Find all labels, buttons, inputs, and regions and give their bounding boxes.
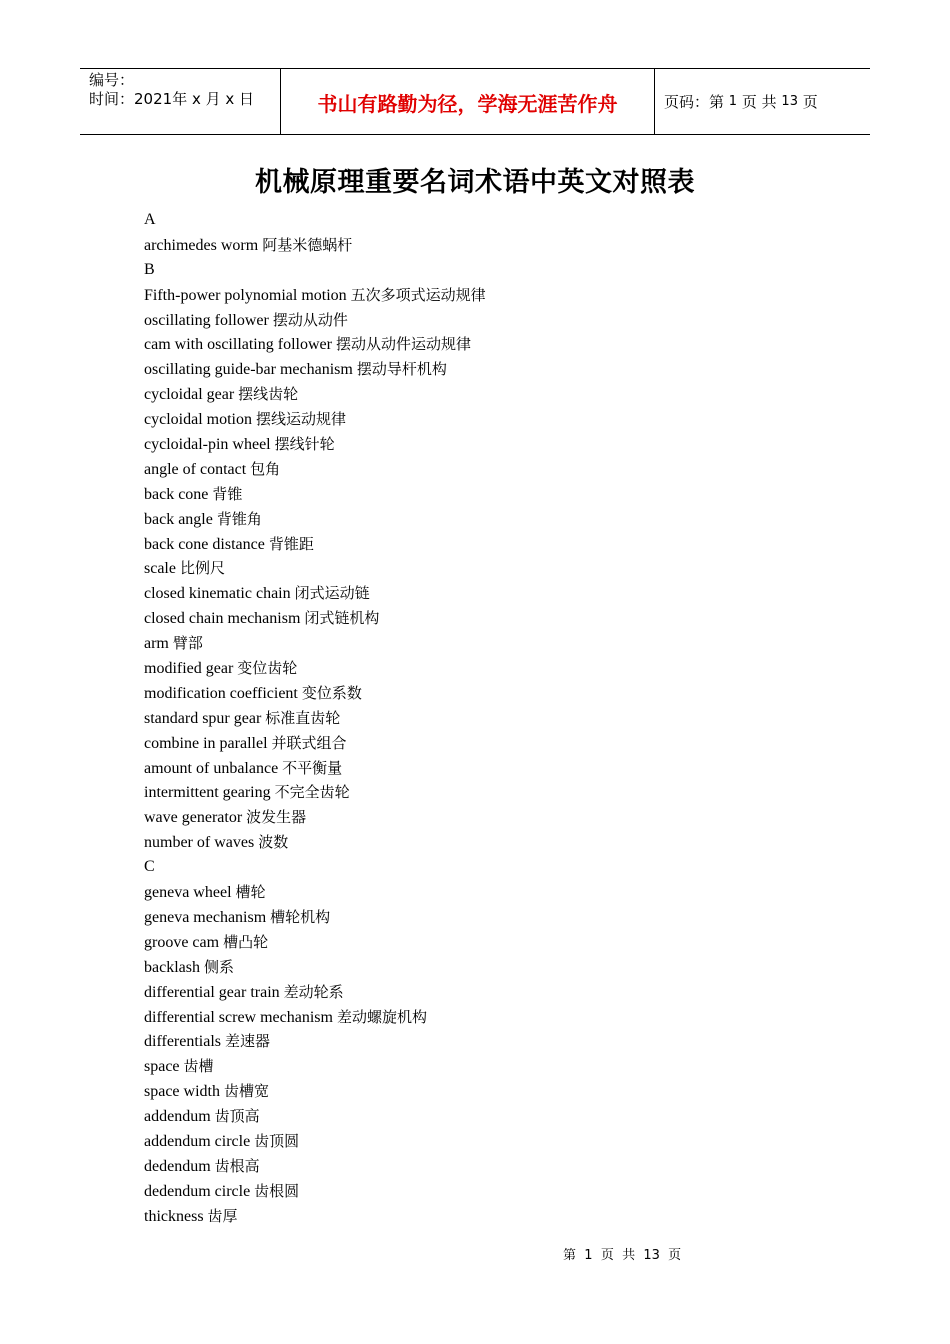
term-english: geneva wheel xyxy=(144,884,232,902)
glossary-entry xyxy=(144,606,844,631)
glossary-entry xyxy=(144,1029,844,1054)
footer-page-total: 13 xyxy=(643,1248,660,1263)
term-english: groove cam xyxy=(144,933,220,951)
term-english: amount of unbalance xyxy=(144,759,279,777)
header-page-mid: 页 共 xyxy=(741,93,777,111)
glossary-entry xyxy=(144,1129,844,1154)
header-page-info xyxy=(655,69,870,134)
term-chinese: 槽轮 xyxy=(235,883,266,902)
term-english: number of waves xyxy=(144,834,255,852)
term-english: arm xyxy=(144,635,169,653)
glossary-entry xyxy=(144,1079,844,1104)
page-footer xyxy=(563,1246,681,1266)
glossary-entry xyxy=(144,581,844,606)
term-english: standard spur gear xyxy=(144,709,262,727)
glossary-entry xyxy=(144,407,844,432)
term-english: space xyxy=(144,1058,180,1076)
section-letter xyxy=(144,208,844,233)
date-label: 时间： xyxy=(89,90,135,108)
term-chinese: 齿槽 xyxy=(183,1057,214,1076)
term-chinese: 差速器 xyxy=(225,1032,271,1051)
document-title: 机械原理重要名词术语中英文对照表 xyxy=(255,167,695,198)
term-chinese: 差动轮系 xyxy=(283,982,344,1001)
glossary-entry xyxy=(144,432,844,457)
section-letter xyxy=(144,855,844,880)
term-chinese: 变位系数 xyxy=(301,683,362,702)
term-chinese: 背锥 xyxy=(212,484,243,503)
date-year: 2021 xyxy=(134,90,173,108)
term-english: intermittent gearing xyxy=(144,784,271,802)
glossary-entry xyxy=(144,332,844,357)
glossary-entry xyxy=(144,756,844,781)
term-chinese: 齿顶高 xyxy=(214,1107,260,1126)
date-line xyxy=(89,90,280,109)
glossary-entry xyxy=(144,905,844,930)
term-english: angle of contact xyxy=(144,460,247,478)
glossary-entry xyxy=(144,880,844,905)
term-english: B xyxy=(144,260,155,278)
glossary-entry xyxy=(144,656,844,681)
glossary-entry xyxy=(144,930,844,955)
footer-mid: 页 共 xyxy=(600,1248,636,1263)
term-english: oscillating follower xyxy=(144,311,269,329)
glossary-entry xyxy=(144,731,844,756)
glossary-entry xyxy=(144,706,844,731)
glossary-entry xyxy=(144,1005,844,1030)
term-english: Fifth-power polynomial motion xyxy=(144,286,347,304)
glossary-entry xyxy=(144,1204,844,1229)
term-chinese: 背锥距 xyxy=(268,534,314,553)
term-english: geneva mechanism xyxy=(144,908,267,926)
section-letter xyxy=(144,258,844,283)
glossary-entry xyxy=(144,1179,844,1204)
term-english: cam with oscillating follower xyxy=(144,336,332,354)
term-chinese: 摆动从动件运动规律 xyxy=(335,335,471,354)
term-english: modified gear xyxy=(144,660,234,678)
term-english: back cone xyxy=(144,485,209,503)
term-chinese: 变位齿轮 xyxy=(237,659,298,678)
term-chinese: 齿厚 xyxy=(207,1206,238,1225)
glossary-entry xyxy=(144,681,844,706)
glossary-entry xyxy=(144,482,844,507)
term-chinese: 不完全齿轮 xyxy=(274,783,350,802)
serial-label: 编号： xyxy=(89,71,135,89)
term-english: archimedes worm xyxy=(144,236,259,254)
term-chinese: 标准直齿轮 xyxy=(265,708,341,727)
term-english: cycloidal motion xyxy=(144,411,252,429)
term-chinese: 并联式组合 xyxy=(271,733,347,752)
term-chinese: 摆动导杆机构 xyxy=(356,360,447,379)
term-english: dedendum xyxy=(144,1157,211,1175)
term-chinese: 差动螺旋机构 xyxy=(336,1007,427,1026)
glossary-entry xyxy=(144,507,844,532)
glossary-entry xyxy=(144,357,844,382)
term-english: cycloidal gear xyxy=(144,386,235,404)
glossary-list xyxy=(144,208,844,1229)
glossary-entry xyxy=(144,1104,844,1129)
term-english: thickness xyxy=(144,1207,204,1225)
glossary-entry xyxy=(144,955,844,980)
term-chinese: 摆线运动规律 xyxy=(255,410,346,429)
glossary-entry xyxy=(144,283,844,308)
glossary-entry xyxy=(144,780,844,805)
glossary-entry xyxy=(144,980,844,1005)
header-page-num: 1 xyxy=(728,94,738,109)
term-english: cycloidal-pin wheel xyxy=(144,436,271,454)
term-chinese: 齿顶圆 xyxy=(254,1131,300,1150)
footer-suffix: 页 xyxy=(668,1248,682,1263)
term-chinese: 背锥角 xyxy=(216,509,262,528)
term-english: space width xyxy=(144,1083,220,1101)
term-chinese: 摆动从动件 xyxy=(272,310,348,329)
term-chinese: 臂部 xyxy=(172,634,203,653)
footer-prefix: 第 xyxy=(563,1248,577,1263)
glossary-entry xyxy=(144,308,844,333)
term-chinese: 侧系 xyxy=(203,957,234,976)
header-info-cell xyxy=(80,69,281,134)
term-chinese: 五次多项式运动规律 xyxy=(350,285,486,304)
term-chinese: 摆线齿轮 xyxy=(238,385,299,404)
term-english: differential screw mechanism xyxy=(144,1008,333,1026)
glossary-entry xyxy=(144,631,844,656)
glossary-entry xyxy=(144,1154,844,1179)
glossary-entry xyxy=(144,1054,844,1079)
term-chinese: 波数 xyxy=(258,833,289,852)
term-chinese: 摆线针轮 xyxy=(274,435,335,454)
term-chinese: 齿根高 xyxy=(214,1156,260,1175)
term-chinese: 闭式运动链 xyxy=(294,584,370,603)
glossary-entry xyxy=(144,457,844,482)
term-english: oscillating guide-bar mechanism xyxy=(144,361,353,379)
term-english: closed kinematic chain xyxy=(144,585,291,603)
term-english: back angle xyxy=(144,510,213,528)
header-page-prefix: 页码：第 xyxy=(664,93,725,111)
header-page-suffix: 页 xyxy=(802,93,818,111)
term-chinese: 不平衡量 xyxy=(282,758,343,777)
term-english: scale xyxy=(144,560,176,578)
term-english: combine in parallel xyxy=(144,734,268,752)
term-english: A xyxy=(144,211,156,228)
glossary-entry xyxy=(144,830,844,855)
term-english: dedendum circle xyxy=(144,1182,251,1200)
term-english: wave generator xyxy=(144,809,243,827)
glossary-entry xyxy=(144,556,844,581)
term-english: addendum circle xyxy=(144,1132,251,1150)
term-chinese: 槽凸轮 xyxy=(223,932,269,951)
term-chinese: 闭式链机构 xyxy=(304,609,380,628)
term-english: addendum xyxy=(144,1108,211,1126)
term-chinese: 波发生器 xyxy=(246,808,307,827)
term-english: differential gear train xyxy=(144,983,280,1001)
term-chinese: 槽轮机构 xyxy=(270,907,331,926)
term-chinese: 比例尺 xyxy=(179,559,225,578)
term-english: C xyxy=(144,858,155,876)
term-english: modification coefficient xyxy=(144,684,298,702)
term-english: differentials xyxy=(144,1033,222,1051)
term-english: back cone distance xyxy=(144,535,265,553)
header-page-total: 13 xyxy=(781,94,798,109)
term-english: backlash xyxy=(144,958,200,976)
term-chinese: 包角 xyxy=(250,459,281,478)
term-chinese: 齿槽宽 xyxy=(223,1082,269,1101)
date-rest: 年 x 月 x 日 xyxy=(172,90,255,108)
glossary-entry xyxy=(144,382,844,407)
glossary-entry xyxy=(144,532,844,557)
term-english: closed chain mechanism xyxy=(144,610,301,628)
term-chinese: 齿根圆 xyxy=(254,1181,300,1200)
header-motto: 书山有路勤为径，学海无涯苦作舟 xyxy=(281,69,655,134)
glossary-entry xyxy=(144,805,844,830)
glossary-entry xyxy=(144,233,844,258)
term-chinese: 阿基米德蜗杆 xyxy=(262,235,353,254)
footer-page-num: 1 xyxy=(584,1248,593,1263)
page-header xyxy=(80,68,870,135)
